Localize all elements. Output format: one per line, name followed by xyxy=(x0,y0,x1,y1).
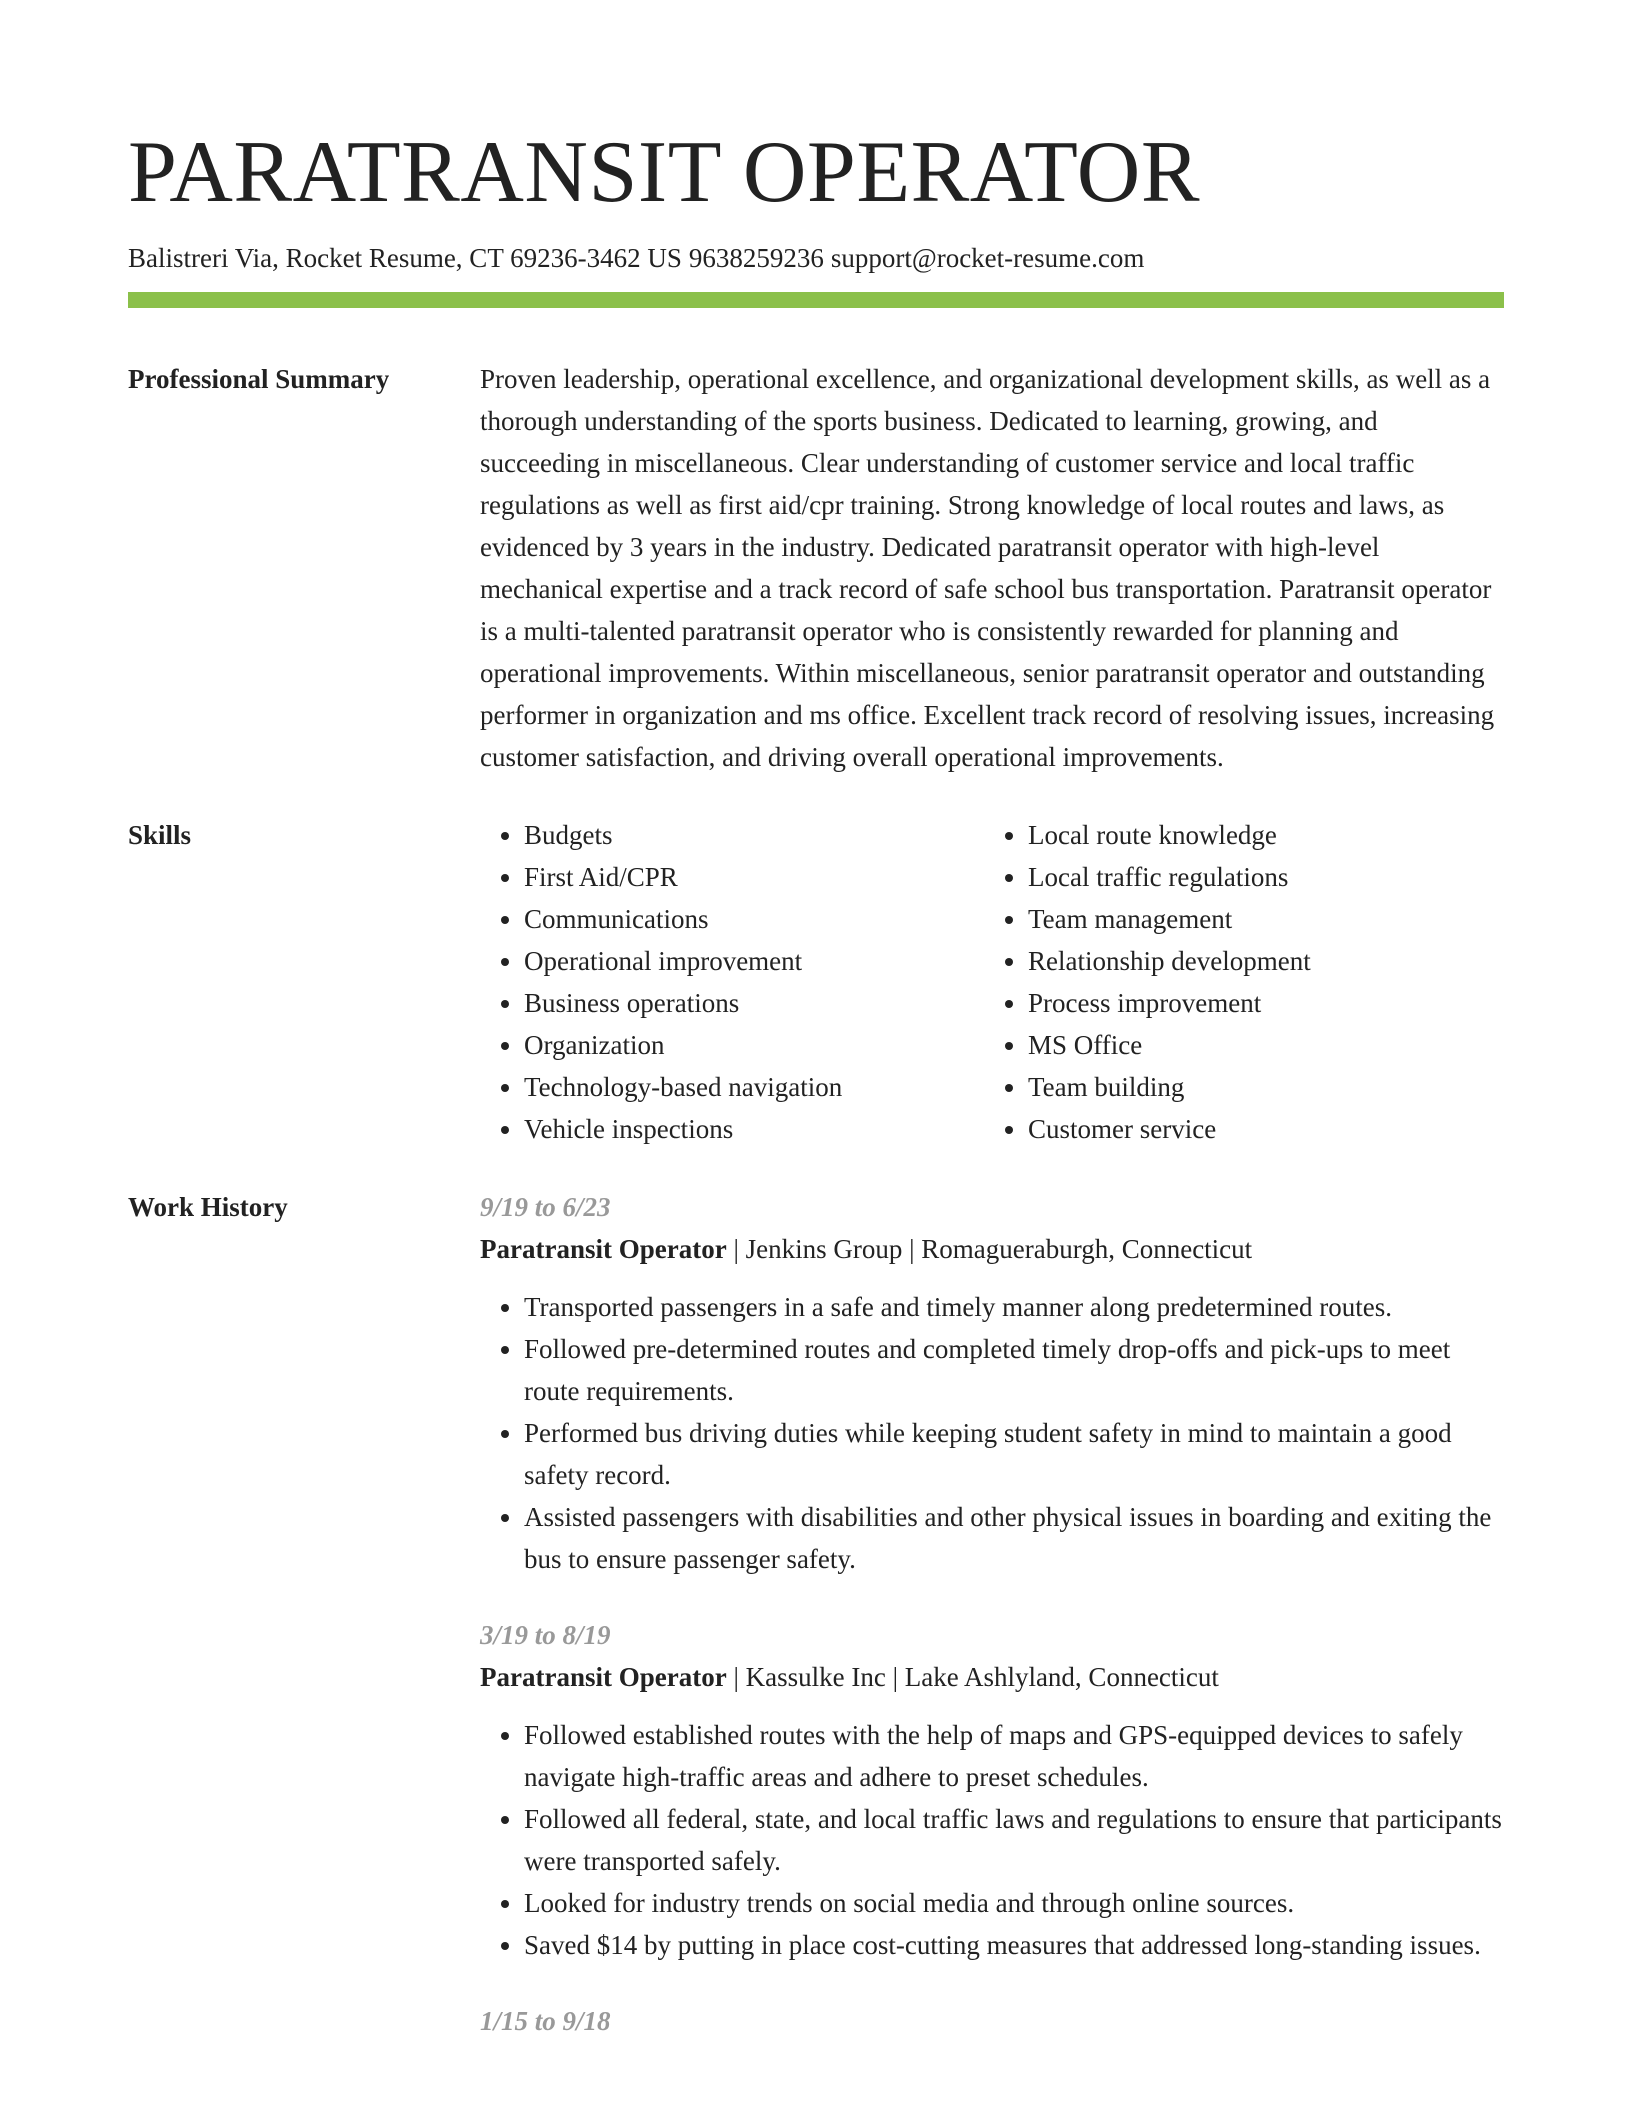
skill-item: • Relationship development xyxy=(1028,940,1488,982)
summary-section xyxy=(128,358,1504,778)
skill-item: • Technology-based navigation xyxy=(524,1066,984,1108)
skill-item: • Customer service xyxy=(1028,1108,1488,1150)
job-bullet: • Assisted passengers with disabilities and other physical issues in boarding and exiting the bus to ensure passenger safety. xyxy=(524,1496,1504,1580)
job-title-line: Paratransit Operator | Jenkins Group | Romagueraburgh, Connecticut xyxy=(480,1234,1253,1264)
job-title: Paratransit Operator xyxy=(480,1234,727,1264)
job-dates: 3/19 to 8/19 xyxy=(480,1620,611,1650)
job-bullet: • Followed all federal, state, and local traffic laws and regulations to ensure that participants were transported safely. xyxy=(524,1798,1504,1882)
skill-item: • Local traffic regulations xyxy=(1028,856,1488,898)
skills-list-right xyxy=(984,814,1488,1150)
job-dates: 1/15 to 9/18 xyxy=(480,2006,611,2036)
skill-item: • Team building xyxy=(1028,1066,1488,1108)
skills-columns xyxy=(480,814,1504,1150)
summary-section-body xyxy=(480,358,1504,778)
job-bullet: • Saved $14 by putting in place cost-cutting measures that addressed long-standing issues. xyxy=(524,1924,1504,1966)
skill-item: • Communications xyxy=(524,898,984,940)
job-location: Romagueraburgh, Connecticut xyxy=(921,1234,1253,1264)
job-dates: 9/19 to 6/23 xyxy=(480,1192,611,1222)
job-title-line: Paratransit Operator | Kassulke Inc | Lake Ashlyland, Connecticut xyxy=(480,1662,1219,1692)
contact-phone: 9638259236 xyxy=(688,243,824,273)
summary-section-title: Professional Summary xyxy=(128,364,390,394)
skill-item: • Team management xyxy=(1028,898,1488,940)
work-history-section-body xyxy=(480,1186,1504,2076)
work-history-section xyxy=(128,1186,1504,2076)
resume-page xyxy=(128,0,1504,2076)
job-company: Jenkins Group xyxy=(745,1234,903,1264)
summary-text: Proven leadership, operational excellence, and organizational development skills, as well as a thorough understanding of the sports business. Dedicated to learning, growing, and succeeding in miscellaneous. Clear understanding of customer service and local traffic regulations as well as first aid/cpr training. Strong knowledge of local routes and laws, as evidenced by 3 years in the industry. Dedicated paratransit operator with high-level mechanical expertise and a track record of safe school bus transportation. Paratransit operator is a multi-talented paratransit operator who is consistently rewarded for planning and operational improvements. Within miscellaneous, senior paratransit operator and outstanding performer in organization and ms office. Excellent track record of resolving issues, increasing customer satisfaction, and driving overall operational improvements. xyxy=(480,364,1495,772)
job-entry xyxy=(480,2000,1504,2042)
skills-section-body xyxy=(480,814,1504,1150)
skill-item: • Budgets xyxy=(524,814,984,856)
skill-item: • Process improvement xyxy=(1028,982,1488,1024)
job-bullet: • Looked for industry trends on social media and through online sources. xyxy=(524,1882,1504,1924)
skill-item: • Business operations xyxy=(524,982,984,1024)
header-accent-rule xyxy=(128,292,1504,308)
job-entry xyxy=(480,1614,1504,1966)
job-company: Kassulke Inc xyxy=(745,1662,886,1692)
job-bullet: • Transported passengers in a safe and timely manner along predetermined routes. xyxy=(524,1286,1504,1328)
skills-section-title: Skills xyxy=(128,820,192,850)
contact-email: support@rocket-resume.com xyxy=(830,243,1145,273)
skill-item: • MS Office xyxy=(1028,1024,1488,1066)
skill-item: • First Aid/CPR xyxy=(524,856,984,898)
skills-list-left xyxy=(480,814,984,1150)
skill-item: • Organization xyxy=(524,1024,984,1066)
job-bullet: • Followed pre-determined routes and completed timely drop-offs and pick-ups to meet route requirements. xyxy=(524,1328,1504,1412)
skill-item: • Operational improvement xyxy=(524,940,984,982)
skill-item: • Local route knowledge xyxy=(1028,814,1488,856)
job-title: Paratransit Operator xyxy=(480,1662,727,1692)
resume-name-heading: PARATRANSIT OPERATOR xyxy=(128,124,1201,221)
job-location: Lake Ashlyland, Connecticut xyxy=(904,1662,1219,1692)
job-bullets xyxy=(480,1714,1504,1966)
skills-section xyxy=(128,814,1504,1150)
job-bullets xyxy=(480,1286,1504,1580)
job-entry xyxy=(480,1186,1504,1580)
job-bullet: • Followed established routes with the help of maps and GPS-equipped devices to safely navigate high-traffic areas and adhere to preset schedules. xyxy=(524,1714,1504,1798)
skill-item: • Vehicle inspections xyxy=(524,1108,984,1150)
contact-line xyxy=(128,240,1504,276)
contact-address: Balistreri Via, Rocket Resume, CT 69236-3462 US xyxy=(128,243,682,273)
work-history-section-title: Work History xyxy=(128,1192,288,1222)
job-bullet: • Performed bus driving duties while keeping student safety in mind to maintain a good safety record. xyxy=(524,1412,1504,1496)
